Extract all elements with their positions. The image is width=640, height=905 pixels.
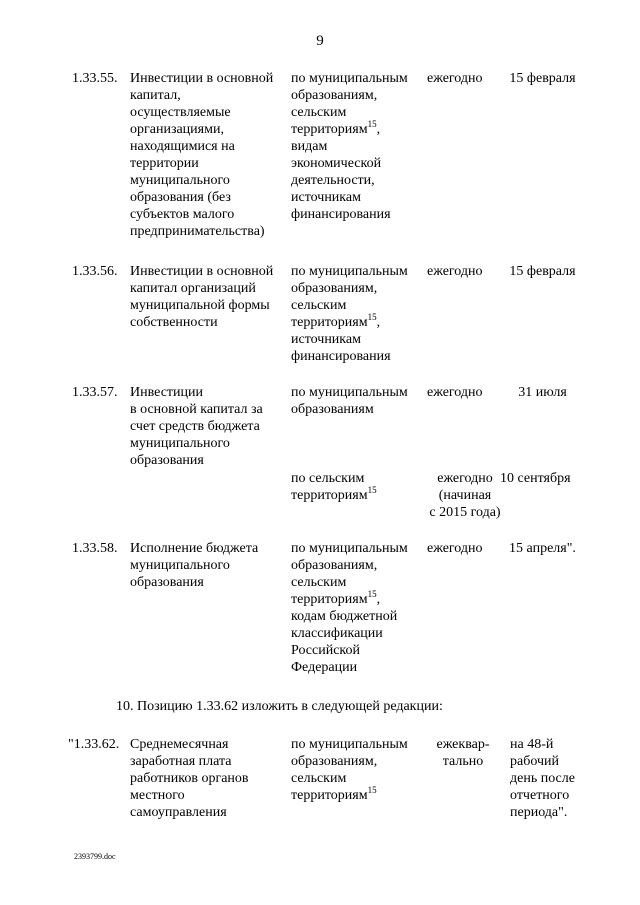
indicator-name: Среднемесячная заработная плата работников органов местного самоуправления <box>130 737 249 820</box>
disaggregation-cell: по муниципальным образованиям, сельским территориям$^{15}$, кодам бюджетной классификации Российской Федерации <box>291 541 408 675</box>
footnote-mark: 15 <box>367 589 377 599</box>
due-date-cell: 15 апреля". <box>509 541 576 556</box>
disaggregation-cell: по муниципальным образованиям, сельским территориям$^{15}$ <box>291 737 408 803</box>
due-date-cell: 31 июля <box>518 385 567 400</box>
footnote-mark: 15 <box>367 312 377 322</box>
due-date-cell: 15 февраля <box>509 264 576 279</box>
indicator-name: Исполнение бюджета муниципального образования <box>130 541 259 590</box>
footnote-mark: 15 <box>367 785 377 795</box>
row-number: 1.33.58. <box>72 541 118 556</box>
instruction-paragraph: 10. Позицию 1.33.62 изложить в следующей редакции: <box>116 699 443 714</box>
disaggregation-cell: по муниципальным образованиям, сельским территориям$^{15}$, видам экономической деятельности, источникам финансирования <box>291 71 408 222</box>
disaggregation-cell: по сельским территориям$^{15}$ <box>291 471 377 503</box>
row-number: 1.33.57. <box>72 385 118 400</box>
indicator-name: Инвестиции в основной капитал за счет средств бюджета муниципального образования <box>130 385 263 468</box>
period-cell: ежегодно <box>427 264 483 279</box>
period-cell: ежегодно (начиная с 2015 года) <box>429 471 501 520</box>
indicator-name: Инвестиции в основной капитал, осуществляемые организациями, находящимися на территории муниципального образования (без субъектов малого предпринимательства) <box>130 71 274 239</box>
footnote-mark: 15 <box>367 119 377 129</box>
due-date-cell: 15 февраля <box>509 71 576 86</box>
due-date-cell: на 48-й рабочий день после отчетного периода". <box>510 737 575 820</box>
period-cell: ежегодно <box>427 71 483 86</box>
row-number: 1.33.56. <box>72 264 118 279</box>
period-cell: ежегодно <box>427 541 483 556</box>
disaggregation-cell: по муниципальным образованиям, сельским территориям$^{15}$, источникам финансирования <box>291 264 408 364</box>
disaggregation-cell: по муниципальным образованиям <box>291 385 408 417</box>
document-filename: 2393799.doc <box>74 852 116 861</box>
row-number: "1.33.62. <box>68 737 120 752</box>
footnote-mark: 15 <box>367 485 377 495</box>
period-cell: ежегодно <box>427 385 483 400</box>
row-number: 1.33.55. <box>72 71 118 86</box>
indicator-name: Инвестиции в основной капитал организаций муниципальной формы собственности <box>130 264 274 330</box>
page-number: 9 <box>316 33 324 49</box>
period-cell: ежеквар- тально <box>436 737 490 769</box>
due-date-cell: 10 сентября <box>500 471 571 486</box>
